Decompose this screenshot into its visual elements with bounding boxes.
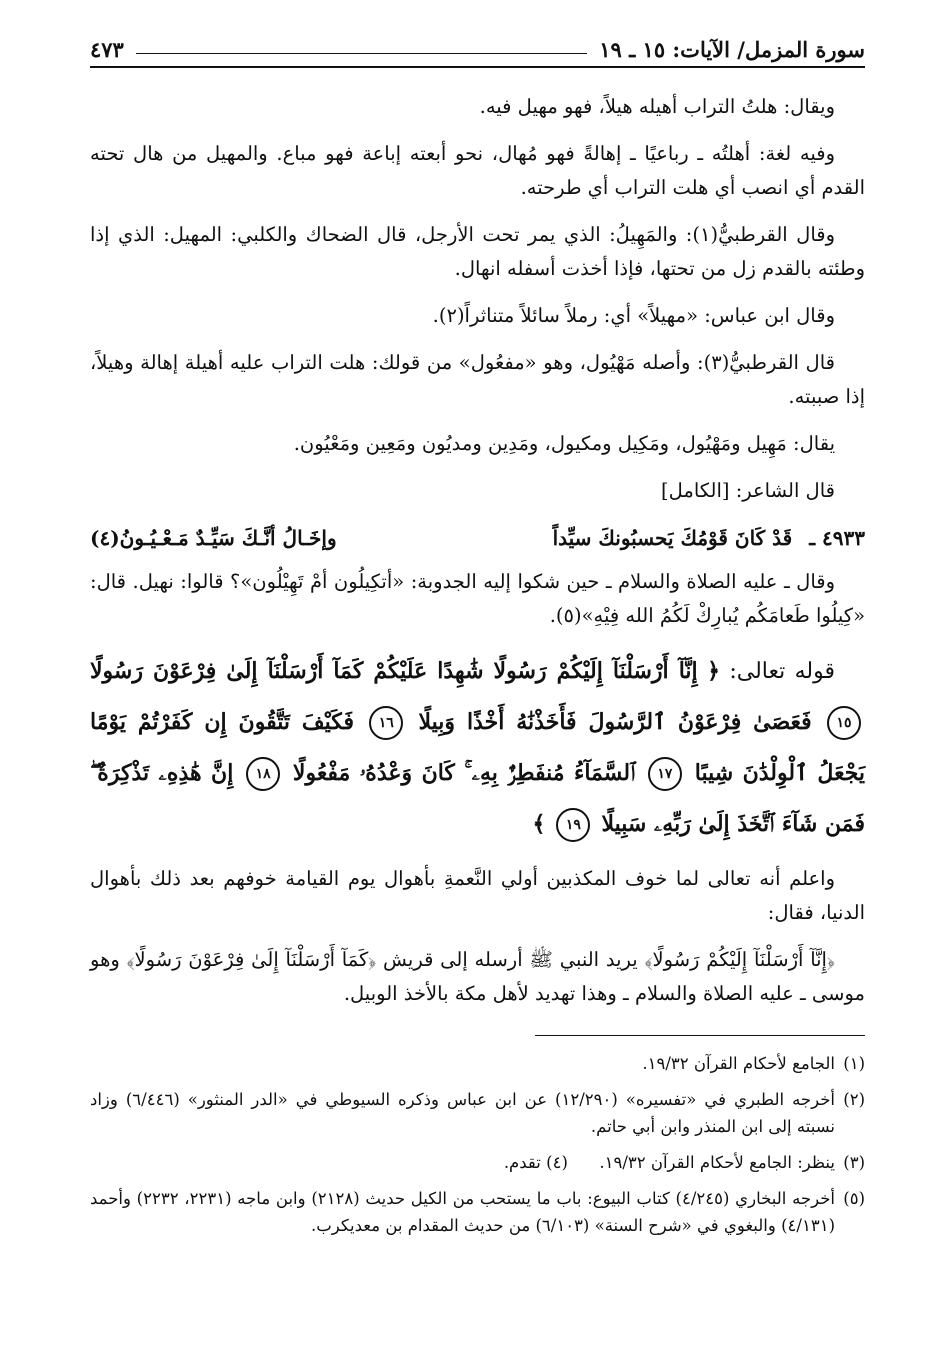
tafsir-paragraph: واعلم أنه تعالى لما خوف المكذبين أولي النَّعمةِ بأهوال يوم القيامة خوفهم بعد ذلك بأهوال الدنيا، فقال:	[90, 867, 865, 924]
hemistich-2: وإخَـالُ أنَّـكَ سَيِّـدٌ مَـعْـيُـونُ(٤)	[90, 526, 337, 550]
page-header	[90, 22, 865, 68]
paragraph: وقال ابن عباس: «مهيلاً» أي: رملاً سائلاً متناثراً(٢).	[432, 304, 835, 327]
tafsir-paragraph: ﴿إِنَّآ أَرْسَلْنَآ إِلَيْكُمْ رَسُولًا﴾ يريد النبي ﷺ أرسله إلى قريش ﴿كَمَآ أَرْسَلْنَآ إِلَىٰ فِرْعَوْنَ رَسُولًا﴾ وهو موسى ـ عليه الصلاة والسلام ـ وهذا تهديد لأهل مكة بالأخذ الوبيل.	[90, 948, 865, 1005]
footnotes	[90, 1050, 865, 1239]
document-page	[90, 22, 865, 1342]
aya-text: إِنَّآ أَرْسَلْنَآ إِلَيْكُمْ رَسُولًا شَٰهِدًا عَلَيْكُمْ كَمَآ أَرْسَلْنَآ إِلَىٰ فِرْعَوْنَ رَسُولًا	[90, 658, 698, 684]
hemistich-1: قَدْ كَانَ قَوْمُكَ يَحسبُونكَ سيِّداً	[552, 526, 793, 550]
quran-passage	[90, 646, 865, 850]
footnote-text: ينظر: الجامع لأحكام القرآن ١٩/٣٢. (٤) تقدم.	[503, 1153, 835, 1172]
footnote-mark: (٣)	[843, 1153, 865, 1172]
quran-open-bracket: ﴿	[707, 658, 720, 684]
footnote-text: أخرجه الطبري في «تفسيره» (١٢/٢٩٠) عن ابن عباس وذكره السيوطي في «الدر المنثور» (٦/٤٤٦) وزاد نسبته إلى ابن المنذر وابن أبي حاتم.	[90, 1090, 835, 1136]
hadith-paragraph: وقال ـ عليه الصلاة والسلام ـ حين شكوا إليه الجدوبة: «أتكِيلُون أمْ تَهِيْلُون»؟ قالوا: نهيل. قال: «كِيلُوا طَعامَكُم يُبارِكْ لَكُمُ الله فِيْهِ»(٥).	[90, 570, 865, 627]
paragraph: وفيه لغة: أهلتُه ـ رباعيًا ـ إهالةً فهو مُهال، نحو أبعته إباعة فهو مباع. والمهيل من هال تحته القدم أي انصب أي هلت التراب أي طرحته.	[90, 142, 865, 199]
footnote-separator	[535, 1035, 865, 1036]
footnote-mark: (١)	[843, 1054, 865, 1073]
footnote-mark: (٥)	[843, 1189, 865, 1208]
paragraph: وقال القرطبيُّ(١): والمَهِيلُ: الذي يمر تحت الأرجل، قال الضحاك والكلبي: المهيل: الذي إذا وطئته بالقدم زل من تحتها، فإذا أخذت أسفله انهال.	[90, 223, 865, 280]
footnote-text: الجامع لأحكام القرآن ١٩/٣٢.	[642, 1054, 835, 1073]
footnote	[90, 1149, 865, 1176]
aya-text: فَعَصَىٰ فِرْعَوْنُ ٱلرَّسُولَ فَأَخَذْنَٰهُ أَخْذًا وَبِيلًا	[418, 709, 812, 735]
paragraph: قال القرطبيُّ(٣): وأصله مَهْيُول، وهو «مفعُول» من قولك: هلت التراب عليه أهيلة إهالة وهيلاً، إذا صببته.	[90, 351, 865, 408]
aya-number-badge: ١٧	[648, 757, 682, 791]
main-content	[90, 90, 865, 1239]
footnote	[90, 1050, 865, 1077]
footnote-mark: (٢)	[843, 1090, 865, 1109]
poetry-attribution: قال الشاعر: [الكامل]	[661, 479, 835, 502]
aya-text: إِنَّ هَٰذِهِۦ تَذْكِرَةٌ ۖ فَمَن شَآءَ ٱتَّخَذَ إِلَىٰ رَبِّهِۦ سَبِيلًا	[90, 760, 865, 837]
poetry-verse	[90, 521, 865, 555]
quran-close-bracket: ﴾	[532, 811, 546, 837]
footnote-text: أخرجه البخاري (٤/٢٤٥) كتاب البيوع: باب ما يستحب من الكيل حديث (٢١٢٨) وابن ماجه (٢٢٣١، ٢٢٣٢) وأحمد (٤/١٣١) والبغوي في «شرح السنة» (٦/١٠٣) من حديث المقدام بن معديكرب.	[90, 1189, 835, 1235]
header-rule	[136, 53, 587, 54]
aya-number-badge: ١٨	[246, 757, 280, 791]
page-number: ٤٧٣	[90, 37, 124, 62]
paragraph: يقال: مَهِيل ومَهْيُول، ومَكِيل ومكيول، ومَدِين ومديُون ومَعِين ومَعْيُون.	[293, 432, 835, 455]
footnote	[90, 1086, 865, 1140]
aya-number-badge: ١٥	[827, 706, 861, 740]
footnote	[90, 1185, 865, 1239]
aya-text: ٱلسَّمَآءُ مُنفَطِرٌۢ بِهِۦ ۚ كَانَ وَعْدُهُۥ مَفْعُولًا	[292, 760, 636, 786]
aya-number-badge: ١٦	[369, 706, 403, 740]
running-title: سورة المزمل/ الآيات: ١٥ ـ ١٩	[599, 37, 865, 62]
verse-first-half	[553, 521, 865, 555]
paragraph: ويقال: هلتُ التراب أهيله هيلاً، فهو مهيل فيه.	[479, 95, 835, 118]
verse-number: ٤٩٣٣ ـ	[809, 526, 865, 550]
aya-text: فَكَيْفَ تَتَّقُونَ إِن كَفَرْتُمْ يَوْمًا يَجْعَلُ ٱلْوِلْدَٰنَ شِيبًا	[90, 709, 866, 786]
aya-number-badge: ١٩	[556, 808, 590, 842]
quran-intro: قوله تعالى:	[729, 659, 836, 684]
